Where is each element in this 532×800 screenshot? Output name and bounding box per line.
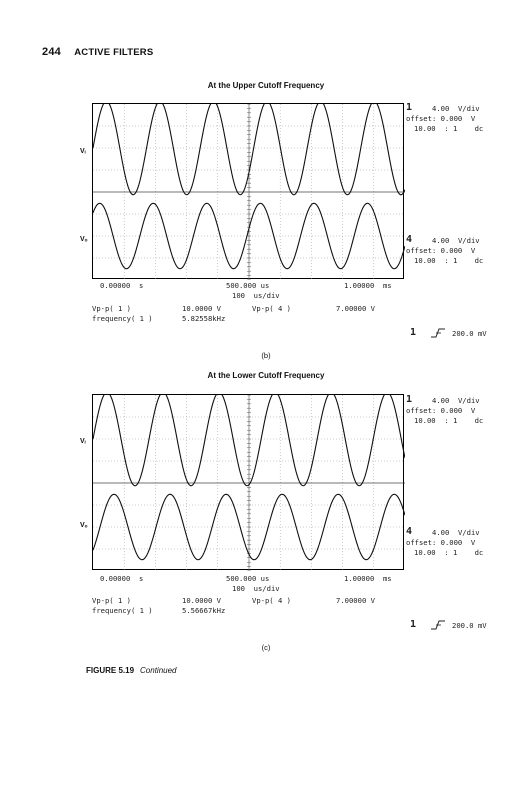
ch4-scale: 4.00 V/div [432, 528, 480, 537]
chapter-title: ACTIVE FILTERS [74, 47, 154, 58]
figure-caption [86, 666, 177, 675]
vpp4-label: Vp-p( 4 ) [252, 596, 291, 605]
time-end: 1.00000 ms [344, 574, 392, 583]
vpp1-label: Vp-p( 1 ) [92, 304, 131, 313]
frequency-label: frequency( 1 ) [92, 314, 153, 323]
vi-label: Vᵢ [80, 438, 86, 445]
time-mid: 500.000 us [226, 281, 270, 290]
figure-label: FIGURE 5.19 [86, 666, 135, 675]
vpp1-label: Vp-p( 1 ) [92, 596, 131, 605]
oscilloscope-display [92, 394, 404, 570]
rising-edge-trigger-icon [430, 619, 446, 631]
ch1-coupling: 10.00 : 1 dc [414, 416, 484, 425]
page-number: 244 [42, 46, 61, 58]
ch1-id: 1 [406, 394, 413, 405]
frequency-value: 5.56667kHz [182, 606, 226, 615]
time-start: 0.00000 s [100, 281, 144, 290]
ch4-coupling: 10.00 : 1 dc [414, 548, 484, 557]
ch4-id: 4 [406, 234, 413, 245]
ch4-id: 4 [406, 526, 413, 537]
vi-label: Vᵢ [80, 148, 86, 155]
vpp1-value: 10.0000 V [182, 304, 221, 313]
vpp4-label: Vp-p( 4 ) [252, 304, 291, 313]
ch1-offset: offset: 0.000 V [406, 406, 476, 415]
ch4-scale: 4.00 V/div [432, 236, 480, 245]
time-per-div: 100 us/div [232, 291, 280, 300]
panel-title: At the Lower Cutoff Frequency [207, 371, 325, 380]
oscilloscope-display [92, 103, 404, 279]
time-end: 1.00000 ms [344, 281, 392, 290]
vpp4-value: 7.00000 V [336, 596, 375, 605]
frequency-label: frequency( 1 ) [92, 606, 153, 615]
ch1-offset: offset: 0.000 V [406, 114, 476, 123]
panel-caption: (b) [261, 351, 271, 360]
ch1-scale: 4.00 V/div [432, 396, 480, 405]
time-mid: 500.000 us [226, 574, 270, 583]
time-start: 0.00000 s [100, 574, 144, 583]
frequency-value: 5.82558kHz [182, 314, 226, 323]
ch4-offset: offset: 0.000 V [406, 538, 476, 547]
panel-title: At the Upper Cutoff Frequency [207, 81, 325, 90]
time-per-div: 100 us/div [232, 584, 280, 593]
ch1-id: 1 [406, 102, 413, 113]
vo-label: Vₒ [80, 236, 88, 243]
trigger-level: 200.0 mV [452, 621, 487, 630]
vo-label: Vₒ [80, 522, 88, 529]
panel-caption: (c) [261, 643, 271, 652]
vpp1-value: 10.0000 V [182, 596, 221, 605]
scope-plot [93, 104, 405, 280]
ch1-scale: 4.00 V/div [432, 104, 480, 113]
page-header [42, 46, 153, 58]
rising-edge-trigger-icon [430, 327, 446, 339]
figure-text: Continued [140, 666, 177, 675]
trigger-level: 200.0 mV [452, 329, 487, 338]
scope-plot [93, 395, 405, 571]
vpp4-value: 7.00000 V [336, 304, 375, 313]
ch1-coupling: 10.00 : 1 dc [414, 124, 484, 133]
ch4-coupling: 10.00 : 1 dc [414, 256, 484, 265]
trigger-channel: 1 [410, 619, 417, 630]
ch4-offset: offset: 0.000 V [406, 246, 476, 255]
trigger-channel: 1 [410, 327, 417, 338]
